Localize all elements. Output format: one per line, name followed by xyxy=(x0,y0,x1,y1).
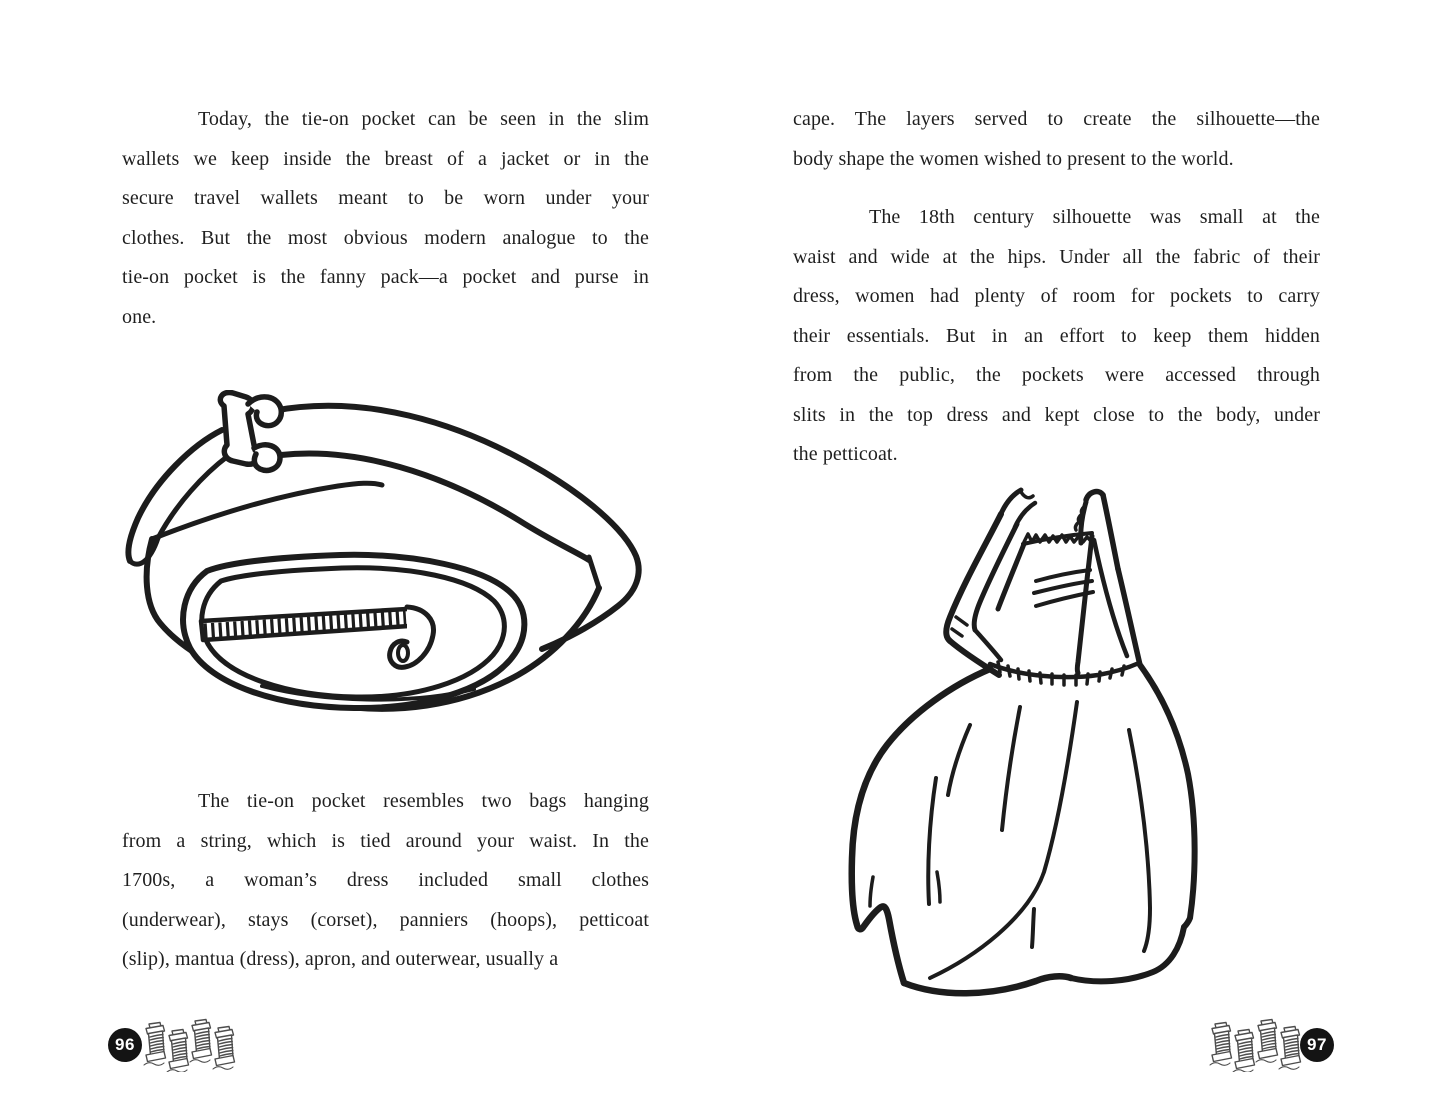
text-line: their essentials. But in an effort to keep them hidden xyxy=(793,324,1320,347)
text-line: cape. The layers served to create the silhouette—the xyxy=(793,108,1320,130)
text-line: (slip), mantua (dress), apron, and outerwear, usually a xyxy=(122,948,559,970)
fanny-pack-illustration xyxy=(112,390,662,742)
thread-spools-icon xyxy=(1206,1016,1302,1072)
text-line: (underwear), stays (corset), panniers (hoops), petticoat xyxy=(122,908,649,931)
dress-illustration xyxy=(840,478,1302,1018)
text-line: the petticoat. xyxy=(793,443,898,465)
text-line: slits in the top dress and kept close to the body, under xyxy=(793,403,1320,426)
page-number-badge: 96 xyxy=(108,1028,142,1062)
text-line: The 18th century silhouette was small at the xyxy=(869,206,1320,228)
text-line: from a string, which is tied around your waist. In the xyxy=(122,829,649,852)
page-number-badge: 97 xyxy=(1300,1028,1334,1062)
fanny-pack-drawing xyxy=(112,390,662,742)
text-line: tie-on pocket is the fanny pack—a pocket and purse in xyxy=(122,266,649,288)
text-line: one. xyxy=(122,305,157,328)
right-paragraph-1 xyxy=(793,100,1320,179)
text-line: dress, women had plenty of room for pockets to carry xyxy=(793,285,1320,307)
left-paragraph-2 xyxy=(122,782,649,980)
text-line: Today, the tie-on pocket can be seen in the slim xyxy=(198,108,649,130)
text-line: secure travel wallets meant to be worn under your xyxy=(122,187,649,209)
text-line: clothes. But the most obvious modern analogue to the xyxy=(122,226,649,249)
thread-spools-icon xyxy=(140,1016,236,1072)
right-paragraph-2 xyxy=(793,198,1320,475)
text-line: 1700s, a woman’s dress included small clothes xyxy=(122,869,649,891)
text-line: body shape the women wished to present to the world. xyxy=(793,147,1234,170)
dress-drawing xyxy=(840,478,1302,1018)
text-line: wallets we keep inside the breast of a jacket or in the xyxy=(122,147,649,170)
text-line: waist and wide at the hips. Under all the fabric of their xyxy=(793,245,1320,268)
text-line: from the public, the pockets were accessed through xyxy=(793,364,1320,386)
text-line: The tie-on pocket resembles two bags hanging xyxy=(198,790,649,812)
left-paragraph-1 xyxy=(122,100,649,337)
